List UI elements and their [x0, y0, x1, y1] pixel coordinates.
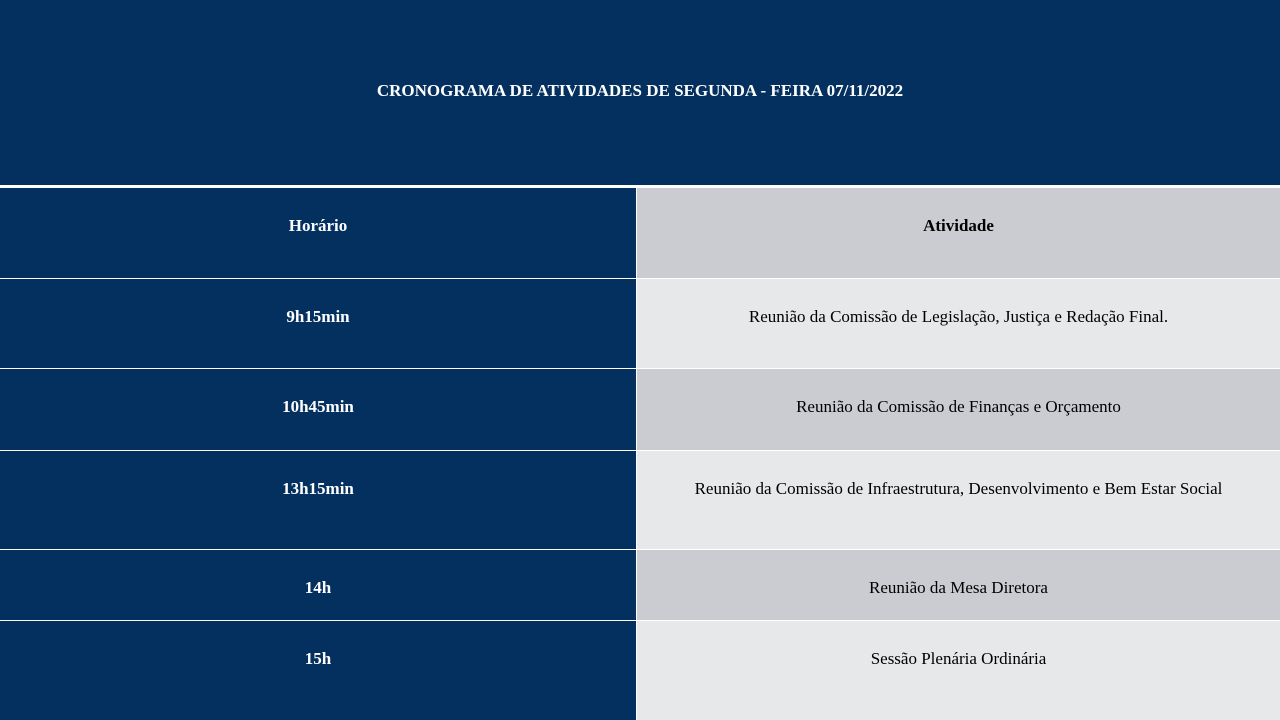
activity-cell — [637, 621, 1280, 720]
time-cell — [0, 550, 636, 620]
time-value: 14h — [304, 578, 332, 597]
time-cell — [0, 621, 636, 720]
activity-value: Reunião da Comissão de Legislação, Justiça e Redação Final. — [748, 307, 1169, 326]
activity-value: Reunião da Comissão de Infraestrutura, Desenvolvimento e Bem Estar Social — [694, 479, 1223, 498]
table-row — [0, 279, 1280, 368]
table-row — [0, 621, 1280, 720]
activity-cell — [637, 369, 1280, 450]
page-title: CRONOGRAMA DE ATIVIDADES DE SEGUNDA - FEIRA 07/11/2022 — [376, 80, 904, 100]
time-value: 9h15min — [286, 307, 350, 326]
time-cell — [0, 369, 636, 450]
time-value: 10h45min — [282, 397, 354, 416]
table-row — [0, 369, 1280, 450]
header-activity-label: Atividade — [923, 216, 994, 235]
time-value: 13h15min — [282, 479, 354, 498]
table-row — [0, 550, 1280, 620]
header-time-cell — [0, 188, 636, 278]
activity-cell — [637, 451, 1280, 549]
activity-cell — [637, 550, 1280, 620]
table-header-row — [0, 188, 1280, 278]
header-activity-cell — [637, 188, 1280, 278]
activity-value: Reunião da Mesa Diretora — [869, 578, 1048, 597]
time-cell — [0, 279, 636, 368]
activity-cell — [637, 279, 1280, 368]
title-banner — [0, 0, 1280, 185]
time-value: 15h — [304, 649, 332, 668]
time-cell — [0, 451, 636, 549]
table-row — [0, 451, 1280, 549]
activity-value: Sessão Plenária Ordinária — [870, 649, 1047, 668]
activity-value: Reunião da Comissão de Finanças e Orçamento — [796, 397, 1121, 416]
header-time-label: Horário — [288, 216, 348, 235]
schedule-table — [0, 188, 1280, 720]
